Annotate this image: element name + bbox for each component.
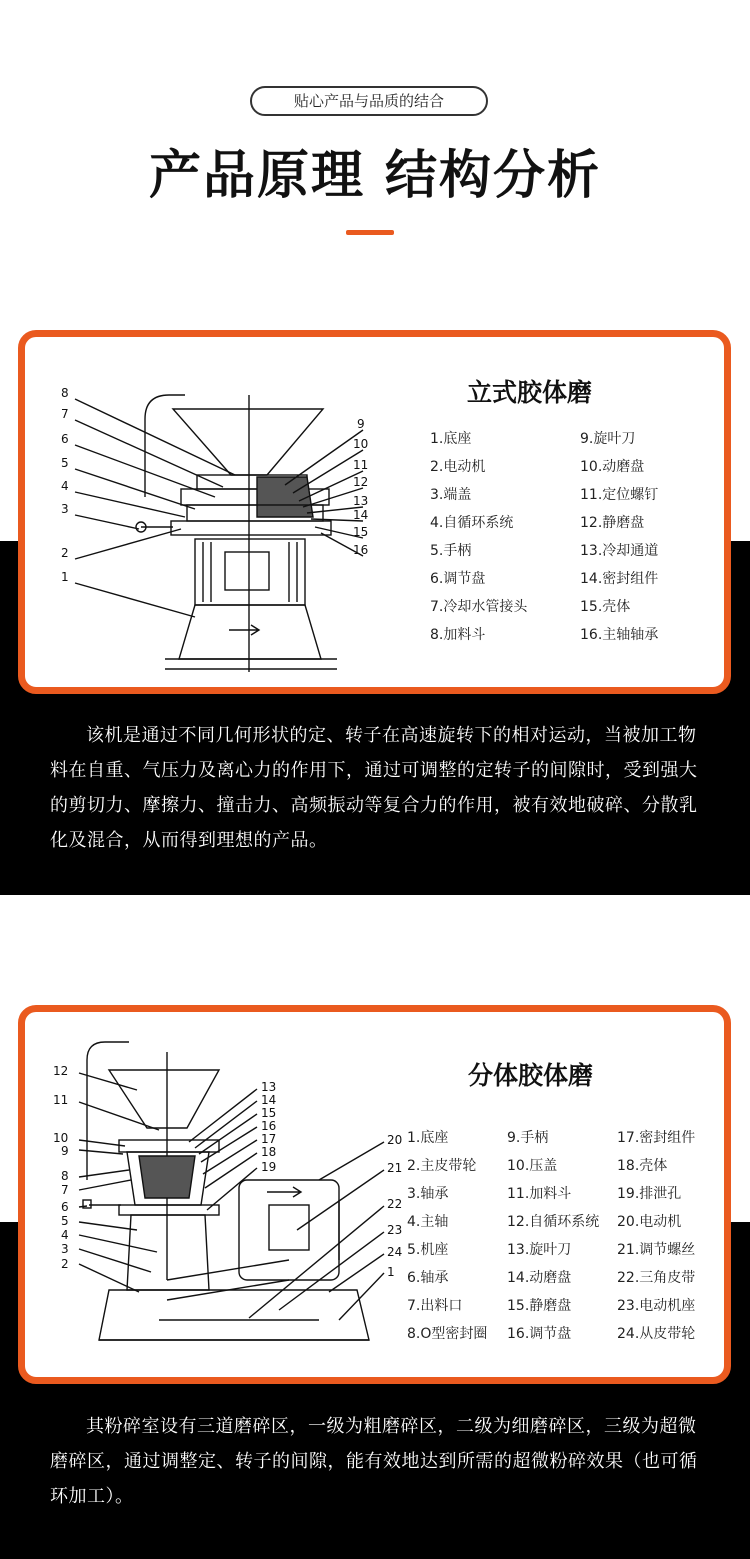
part-item: 14.动磨盘: [507, 1270, 572, 1286]
part-item: 9.旋叶刀: [580, 431, 636, 447]
callout-label: 6: [61, 432, 69, 446]
callout-label: 17: [261, 1132, 277, 1146]
callout-label: 2: [61, 546, 69, 560]
callout-label: 8: [61, 386, 69, 400]
part-item: 17.密封组件: [617, 1130, 696, 1146]
callout-label: 1: [387, 1265, 395, 1279]
callout-label: 13: [353, 494, 369, 508]
part-item: 20.电动机: [617, 1214, 682, 1230]
part-item: 3.轴承: [407, 1186, 449, 1202]
split-callout-labels: [53, 1064, 402, 1279]
vertical-mill-title: 立式胶体磨: [467, 378, 593, 407]
vertical-mill-card: [18, 330, 731, 694]
callout-label: 9: [357, 417, 365, 431]
split-mill-card: [18, 1005, 731, 1384]
part-item: 15.静磨盘: [507, 1298, 572, 1314]
callout-label: 14: [353, 508, 369, 522]
callout-label: 16: [353, 543, 369, 557]
part-item: 16.主轴轴承: [580, 627, 659, 643]
callout-label: 2: [61, 1257, 69, 1271]
part-item: 18.壳体: [617, 1158, 668, 1174]
part-item: 19.排泄孔: [617, 1186, 682, 1202]
callout-label: 13: [261, 1080, 277, 1094]
part-item: 12.静磨盘: [580, 515, 645, 531]
part-item: 10.动磨盘: [580, 459, 645, 475]
vertical-parts-list: [430, 425, 710, 649]
callout-label: 22: [387, 1197, 403, 1211]
split-parts-list: [407, 1124, 707, 1348]
callout-label: 8: [61, 1169, 69, 1183]
callout-label: 5: [61, 1214, 69, 1228]
part-item: 5.机座: [407, 1242, 449, 1258]
part-item: 4.主轴: [407, 1214, 449, 1230]
callout-label: 4: [61, 479, 69, 493]
callout-label: 10: [53, 1131, 69, 1145]
part-item: 8.加料斗: [430, 627, 486, 643]
part-item: 4.自循环系统: [430, 515, 514, 531]
part-item: 6.轴承: [407, 1270, 449, 1286]
callout-label: 3: [61, 1242, 69, 1256]
callout-label: 12: [53, 1064, 69, 1078]
page-title: 产品原理 结构分析: [148, 146, 602, 206]
callout-label: 16: [261, 1119, 277, 1133]
callout-label: 18: [261, 1145, 277, 1159]
callout-label: 14: [261, 1093, 277, 1107]
split-mill-diagram: [39, 1030, 414, 1370]
part-item: 6.调节盘: [430, 571, 486, 587]
part-item: 7.出料口: [407, 1298, 463, 1314]
callout-label: 24: [387, 1245, 403, 1259]
vertical-mill-description: 该机是通过不同几何形状的定、转子在高速旋转下的相对运动，当被加工物料在自重、气压力及离心力的作用下，通过可调整的定转子的间隙时，受到强大的剪切力、摩擦力、撞击力、高频振动等复合力的作用，被有效地破碎、分散乳化及混合，从而得到理想的产品。: [50, 725, 698, 851]
split-mill-description: 其粉碎室设有三道磨碎区，一级为粗磨碎区，二级为细磨碎区，三级为超微磨碎区，通过调整定、转子的间隙，能有效地达到所需的超微粉碎效果（也可循环加工）。: [50, 1416, 698, 1507]
part-item: 1.底座: [407, 1130, 449, 1146]
part-item: 9.手柄: [507, 1130, 549, 1146]
callout-label: 7: [61, 407, 69, 421]
callout-label: 15: [353, 525, 369, 539]
part-item: 1.底座: [430, 431, 472, 447]
part-item: 13.旋叶刀: [507, 1242, 572, 1258]
part-item: 23.电动机座: [617, 1298, 696, 1314]
part-item: 3.端盖: [430, 487, 472, 503]
callout-label: 4: [61, 1228, 69, 1242]
callout-label: 6: [61, 1200, 69, 1214]
part-item: 12.自循环系统: [507, 1214, 600, 1230]
callout-label: 15: [261, 1106, 277, 1120]
vertical-mill-diagram: [45, 347, 375, 687]
part-item: 16.调节盘: [507, 1326, 572, 1342]
callout-label: 20: [387, 1133, 403, 1147]
part-item: 21.调节螺丝: [617, 1242, 696, 1258]
part-item: 24.从皮带轮: [617, 1326, 696, 1342]
callout-label: 9: [61, 1144, 69, 1158]
part-item: 8.O型密封圈: [407, 1326, 488, 1342]
callout-label: 11: [353, 458, 369, 472]
part-item: 2.主皮带轮: [407, 1158, 477, 1174]
part-item: 7.冷却水管接头: [430, 599, 528, 615]
part-item: 13.冷却通道: [580, 543, 659, 559]
part-item: 2.电动机: [430, 459, 486, 475]
callout-label: 21: [387, 1161, 403, 1175]
part-item: 11.定位螺钉: [580, 487, 659, 503]
tagline-badge: 贴心产品与品质的结合: [250, 86, 488, 116]
callout-label: 11: [53, 1093, 69, 1107]
callout-label: 12: [353, 475, 369, 489]
callout-label: 10: [353, 437, 369, 451]
part-item: 10.压盖: [507, 1158, 558, 1174]
part-item: 11.加料斗: [507, 1186, 572, 1202]
callout-label: 1: [61, 570, 69, 584]
callout-label: 19: [261, 1160, 277, 1174]
split-mill-title: 分体胶体磨: [468, 1061, 594, 1090]
callout-label: 7: [61, 1183, 69, 1197]
part-item: 22.三角皮带: [617, 1270, 696, 1286]
vertical-callout-labels: [61, 386, 368, 584]
part-item: 5.手柄: [430, 543, 472, 559]
part-item: 15.壳体: [580, 599, 631, 615]
title-underline: [346, 230, 394, 235]
part-item: 14.密封组件: [580, 571, 659, 587]
callout-label: 23: [387, 1223, 403, 1237]
callout-label: 5: [61, 456, 69, 470]
callout-label: 3: [61, 502, 69, 516]
